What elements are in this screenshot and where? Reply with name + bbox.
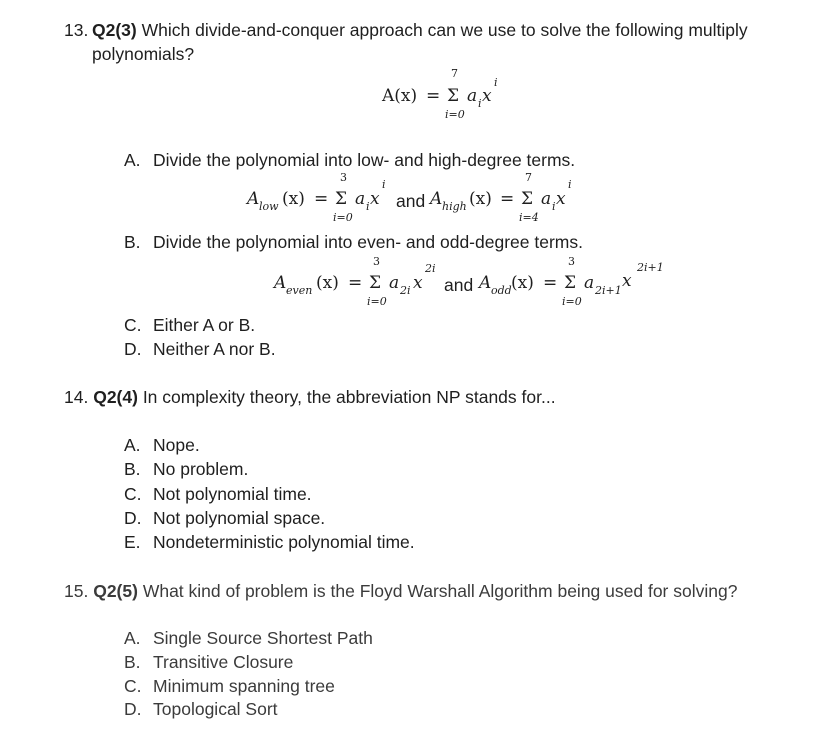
fa-x2: x <box>556 189 566 209</box>
q14-option-b-letter[interactable]: B. <box>124 459 141 479</box>
fa-and: and <box>396 191 426 211</box>
q15-option-d-text: Topological Sort <box>153 699 278 719</box>
q14-text: In complexity theory, the abbreviation NP stands for... <box>142 387 556 407</box>
fa-sum1: Σ <box>335 189 348 209</box>
fa-x1: x <box>370 189 380 209</box>
fb-x2-sup: 2i+1 <box>637 261 664 274</box>
formula-a-sub: i <box>478 97 482 110</box>
q13-question-line1 <box>92 20 748 41</box>
fb-lo2: i=0 <box>562 295 582 308</box>
q13-number: 13. <box>64 20 89 40</box>
formula-eq: = <box>426 86 441 106</box>
formula-lhs: A(x) <box>382 86 418 106</box>
q13-option-a-text: Divide the polynomial into low- and high-degree terms. <box>153 150 576 170</box>
q15-number: 15. <box>64 581 89 601</box>
fa-a2-sub: i <box>552 200 556 213</box>
q13-option-a-letter[interactable]: A. <box>124 150 141 170</box>
q15-option-c-letter[interactable]: C. <box>124 676 142 696</box>
q13-option-b-letter[interactable]: B. <box>124 232 141 252</box>
q14-option-b-text: No problem. <box>153 459 249 479</box>
formula-x: x <box>482 86 492 106</box>
fa-x1-sup: i <box>382 178 386 191</box>
fa-a1-sub: i <box>366 200 370 213</box>
q15-option-a-letter[interactable]: A. <box>124 628 141 648</box>
fa-A1: A <box>247 189 260 209</box>
fb-sum2: Σ <box>564 273 577 293</box>
fb-lo1: i=0 <box>367 295 387 308</box>
fa-a1: a <box>355 189 366 209</box>
fa-arg2: (x) <box>469 189 492 209</box>
fb-up2: 3 <box>568 255 575 268</box>
q14-option-a-letter[interactable]: A. <box>124 435 141 455</box>
q15-tag: Q2(5) <box>93 581 138 601</box>
fb-x2: x <box>622 271 632 291</box>
fa-eq1: = <box>314 189 329 209</box>
q13-text-line2: polynomials? <box>92 44 195 64</box>
fb-A2: A <box>479 273 492 293</box>
fb-and: and <box>444 275 474 295</box>
q14-option-e-letter[interactable]: E. <box>124 532 141 552</box>
q15-option-d-letter[interactable]: D. <box>124 699 142 719</box>
fb-x1: x <box>413 273 423 293</box>
q14-option-d-text: Not polynomial space. <box>153 508 326 528</box>
formula-a: a <box>467 86 478 106</box>
fa-A2: A <box>430 189 443 209</box>
q15-text: What kind of problem is the Floyd Warshall Algorithm being used for solving? <box>142 581 738 601</box>
q13-option-c-text: Either A or B. <box>153 315 256 335</box>
formula-upper: 7 <box>451 67 458 80</box>
fa-eq2: = <box>500 189 515 209</box>
fb-even: even <box>286 284 313 297</box>
q14-option-c-text: Not polynomial time. <box>153 484 312 504</box>
formula-sum: Σ <box>447 86 460 106</box>
q13-tag: Q2(3) <box>92 20 137 40</box>
fb-a1: a <box>389 273 400 293</box>
q15-question <box>64 581 737 602</box>
q14-number: 14. <box>64 387 89 407</box>
q14-question <box>64 387 556 408</box>
q13-option-b-text: Divide the polynomial into even- and odd-degree terms. <box>153 232 583 252</box>
fa-a2: a <box>541 189 552 209</box>
q14-tag: Q2(4) <box>93 387 138 407</box>
fa-up2: 7 <box>525 171 532 184</box>
fb-arg1: (x) <box>316 273 339 293</box>
fb-arg2: (x) <box>511 273 534 293</box>
q13-option-d-text: Neither A nor B. <box>153 339 276 359</box>
fb-a2-sub: 2i+1 <box>595 284 622 297</box>
q13-option-c-letter[interactable]: C. <box>124 315 142 335</box>
fa-up1: 3 <box>340 171 347 184</box>
q14-option-d-letter[interactable]: D. <box>124 508 142 528</box>
fa-lo1: i=0 <box>333 211 353 224</box>
q14-option-e-text: Nondeterministic polynomial time. <box>153 532 415 552</box>
fa-low: low <box>259 200 279 213</box>
q13-option-d-letter[interactable]: D. <box>124 339 142 359</box>
fb-eq2: = <box>543 273 558 293</box>
fb-up1: 3 <box>373 255 380 268</box>
fa-sum2: Σ <box>521 189 534 209</box>
q15-option-b-letter[interactable]: B. <box>124 652 141 672</box>
q15-option-b-text: Transitive Closure <box>153 652 294 672</box>
fa-high: high <box>442 200 467 213</box>
fa-x2-sup: i <box>568 178 572 191</box>
q15-option-a-text: Single Source Shortest Path <box>153 628 373 648</box>
fa-lo2: i=4 <box>519 211 539 224</box>
fb-sum1: Σ <box>369 273 382 293</box>
q15-option-c-text: Minimum spanning tree <box>153 676 335 696</box>
q14-option-a-text: Nope. <box>153 435 200 455</box>
fb-odd: odd <box>491 284 512 297</box>
formula-lower: i=0 <box>445 108 465 121</box>
fb-a1-sub: 2i <box>400 284 411 297</box>
fb-eq1: = <box>348 273 363 293</box>
q14-option-c-letter[interactable]: C. <box>124 484 142 504</box>
fb-x1-sup: 2i <box>425 262 436 275</box>
q13-text-line1: Which divide-and-conquer approach can we use to solve the following multiply <box>141 20 748 40</box>
fa-arg1: (x) <box>282 189 305 209</box>
fb-a2: a <box>584 273 595 293</box>
formula-x-sup: i <box>494 76 498 89</box>
fb-A1: A <box>274 273 287 293</box>
